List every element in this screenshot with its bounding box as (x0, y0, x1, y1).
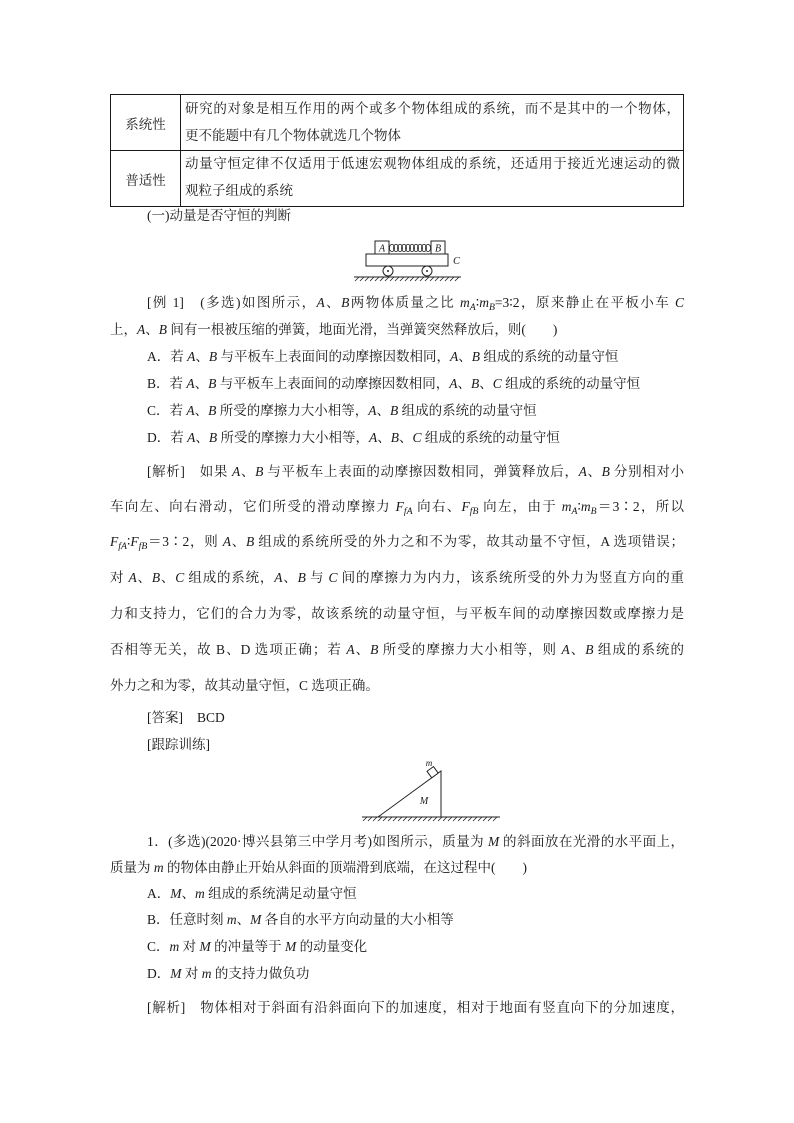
variable: M (170, 966, 182, 981)
variable: A (346, 642, 355, 657)
text-run: 、 (236, 912, 251, 927)
variable: M (199, 939, 211, 954)
text-run: ∶ (126, 534, 131, 549)
text-run: 对 (110, 570, 129, 585)
table-cell-line: 更不能题中有几个物体就选几个物体 (185, 128, 401, 143)
text-run: 间的摩擦力为内力，该系统所受的外力为竖直方向的重 (337, 570, 685, 585)
variable-subscript: B (488, 301, 495, 313)
text-run: D． (147, 966, 171, 981)
cart-spring-figure (350, 234, 466, 286)
variable: B (208, 430, 218, 445)
variable: C (674, 295, 684, 310)
text-run: 、 (160, 570, 176, 585)
variable: m (460, 295, 470, 310)
text-run: 组成的系统的动量守恒 (480, 349, 619, 364)
text-run: 对 (179, 939, 200, 954)
variable: A (369, 430, 378, 445)
text-run: 分别相对小 (609, 464, 685, 479)
variable: B (601, 464, 610, 479)
analysis-line (110, 496, 684, 518)
question-stem-line (147, 831, 684, 853)
variable: A (274, 570, 283, 585)
text-run: 与平板车上表面间的动摩擦因数相同， (217, 349, 450, 364)
variable: A (186, 403, 195, 418)
spring (389, 244, 431, 251)
text-run: C． (147, 939, 170, 954)
incline-figure (358, 758, 504, 824)
variable-subscript: fA (403, 505, 413, 517)
block-mass-label: m (425, 758, 433, 768)
question-stem-line (110, 857, 684, 879)
text-run: 所受的摩擦力大小相等，则 (378, 642, 562, 657)
analysis-line (147, 461, 684, 483)
text-run: 的冲量等于 (210, 939, 286, 954)
text-run: 组成的系统， (184, 570, 275, 585)
text-run: 、 (324, 295, 342, 310)
text-run: 的物体由静止开始从斜面的顶端滑到底端，在这过程中( ) (163, 860, 527, 875)
question-option-b (147, 909, 684, 931)
question-option-a (147, 883, 684, 905)
wheel-left-axle (387, 270, 389, 272)
variable: M (250, 912, 262, 927)
variable-subscript: fA (118, 540, 127, 552)
text-run: 否相等无关，故 B、D 选项正确；若 (110, 642, 347, 657)
example-option-c (147, 400, 684, 422)
answer-value: BCD (197, 710, 225, 725)
text-run: =3∶2，原来静止在平板小车 (494, 295, 675, 310)
variable: m (169, 939, 180, 954)
text-run: 、 (586, 464, 602, 479)
variable: B (245, 534, 255, 549)
practice-heading: [跟踪训练] (147, 737, 210, 752)
variable: m (226, 912, 237, 927)
text-run: ∶ (475, 295, 480, 310)
variable: A (450, 349, 459, 364)
properties-table (110, 94, 684, 207)
text-run: 、 (195, 430, 209, 445)
text-run: ∶ (577, 499, 581, 514)
variable: M (487, 834, 500, 849)
analysis-line: [解析] 物体相对于斜面有沿斜面向下的加速度，相对于地面有竖直向下的分加速度， (147, 1000, 684, 1015)
table-column-divider (180, 95, 181, 206)
variable: F (110, 534, 119, 549)
variable: B (158, 322, 167, 337)
question-option-d (147, 963, 684, 985)
text-run: 质量为 (110, 860, 154, 875)
text-run: 所受的摩擦力大小相等， (216, 403, 369, 418)
variable: A (222, 534, 231, 549)
text-run: 组成的系统所受的外力之和不为零，故其动量不守恒，A 选项错误； (254, 534, 685, 549)
variable-subscript: B (590, 505, 597, 517)
variable: B (585, 642, 594, 657)
variable: B (297, 570, 306, 585)
variable: A (137, 322, 146, 337)
variable: A (561, 642, 570, 657)
text-run: 、 (354, 642, 371, 657)
variable: A (128, 570, 137, 585)
text-run: 组成的系统的动量守恒 (501, 376, 641, 391)
text-run: 、 (457, 376, 472, 391)
text-run: 、 (458, 349, 472, 364)
analysis-line: 力和支持力，它们的合力为零，故该系统的动量守恒，与平板车间的动摩擦因数或摩擦力是 (110, 606, 684, 621)
table-cell-line: 动量守恒定律不仅适用于低速宏观物体组成的系统，还适用于接近光速运动的微 (185, 156, 680, 171)
variable: B (370, 642, 379, 657)
variable: C (328, 570, 338, 585)
wheel-right-axle (426, 270, 428, 272)
section-heading: (一)动量是否守恒的判断 (147, 208, 291, 223)
variable: m (201, 966, 212, 981)
text-run: 、 (145, 322, 159, 337)
variable: B (341, 295, 350, 310)
text-run: 间有一根被压缩的弹簧，地面光滑，当弹簧突然释放后，则( ) (167, 322, 558, 337)
variable: F (395, 499, 404, 514)
cart-label: C (453, 256, 461, 267)
text-run: C．若 (147, 403, 187, 418)
cart-platform (366, 254, 448, 266)
variable: A (232, 464, 241, 479)
variable: B (255, 464, 264, 479)
analysis-line (110, 567, 684, 589)
variable: B (208, 349, 218, 364)
text-run: 、 (240, 464, 256, 479)
text-run: B．若 (147, 376, 187, 391)
text-run: 各自的水平方向动量的大小相等 (261, 912, 454, 927)
text-run: ＝3∶2，所以 (596, 499, 685, 514)
variable: A (187, 349, 196, 364)
ground-hatch (355, 277, 459, 281)
variable: C (492, 376, 502, 391)
variable: M (170, 886, 182, 901)
text-run: 、 (194, 376, 209, 391)
variable: A (368, 403, 377, 418)
variable: M (285, 939, 297, 954)
example-option-a (147, 346, 684, 368)
example-option-d (147, 427, 684, 449)
text-run: 的动量变化 (296, 939, 368, 954)
text-run: 与 (305, 570, 329, 585)
text-run: 、 (181, 886, 195, 901)
text-run: 、 (376, 403, 391, 418)
answer-line (147, 707, 447, 729)
text-run: 所受的摩擦力大小相等， (217, 430, 369, 445)
ground-hatch (363, 817, 497, 821)
analysis-line: 外力之和为零，故其动量守恒，C 选项正确。 (110, 678, 379, 693)
example-stem-line (147, 292, 684, 314)
variable: F (461, 499, 470, 514)
text-run: 、 (569, 642, 586, 657)
variable: C (175, 570, 185, 585)
variable: B (471, 349, 480, 364)
text-run: D．若 (147, 430, 188, 445)
variable: m (580, 499, 591, 514)
variable-subscript: fB (469, 505, 479, 517)
variable: m (479, 295, 489, 310)
variable: C (412, 430, 422, 445)
variable: A (187, 430, 196, 445)
text-run: A．若 (147, 349, 188, 364)
text-run: 、 (399, 430, 413, 445)
variable-subscript: A (571, 505, 578, 517)
text-run: B．任意时刻 (147, 912, 227, 927)
variable: A (449, 376, 458, 391)
variable: m (561, 499, 572, 514)
variable: B (208, 376, 217, 391)
block-b-label: B (434, 243, 442, 255)
text-run: 车向左、向右滑动，它们所受的滑动摩擦力 (110, 499, 396, 514)
row-label-systematic: 系统性 (125, 116, 166, 132)
variable: B (151, 570, 161, 585)
analysis-line (110, 531, 684, 553)
variable: A (316, 295, 325, 310)
variable-subscript: fB (138, 540, 148, 552)
spring-coil (425, 244, 430, 251)
text-run: 1．(多选)(2020·博兴县第三中学月考)如图所示，质量为 (147, 834, 488, 849)
variable-subscript: A (469, 301, 476, 313)
text-run: 与平板车上表面的动摩擦因数相同，弹簧释放后， (263, 464, 579, 479)
text-run: 组成的系统的动量守恒 (398, 403, 537, 418)
text-run: 与平板车上表面间的动摩擦因数相同， (216, 376, 450, 391)
table-cell-line: 观粒子组成的系统 (185, 183, 293, 198)
text-run: 、 (194, 403, 209, 418)
example-stem-line (110, 319, 684, 341)
incline-mass-label: M (419, 796, 429, 807)
variable: m (195, 886, 205, 901)
text-run: 对 (181, 966, 202, 981)
text-run: 、 (282, 570, 298, 585)
variable: B (471, 376, 480, 391)
variable: A (186, 376, 195, 391)
text-run: 的支持力做负功 (211, 966, 310, 981)
text-run: 组成的系统满足动量守恒 (204, 886, 357, 901)
text-run: 上， (110, 322, 137, 337)
text-run: 、 (230, 534, 246, 549)
text-run: 、 (377, 430, 391, 445)
variable: F (130, 534, 139, 549)
text-run: 向左，由于 (478, 499, 562, 514)
question-option-c (147, 936, 684, 958)
variable: B (390, 403, 399, 418)
analysis-line (110, 639, 684, 661)
table-cell-line: 研究的对象是相互作用的两个或多个物体组成的系统，而不是其中的一个物体， (185, 101, 680, 116)
block-a-label: A (378, 243, 386, 255)
text-run: 、 (195, 349, 209, 364)
text-run: A． (147, 886, 171, 901)
text-run: ＝3∶2，则 (147, 534, 223, 549)
text-run: [解析] 如果 (147, 464, 233, 479)
text-run: 向右、 (412, 499, 462, 514)
row-label-universal: 普适性 (125, 172, 166, 188)
variable: m (153, 860, 164, 875)
text-run: 组成的系统的动量守恒 (421, 430, 560, 445)
text-run: 组成的系统的 (593, 642, 684, 657)
answer-tag: [答案] (147, 710, 183, 725)
text-run: 的斜面放在光滑的水平面上， (499, 834, 685, 849)
example-option-b (147, 373, 684, 395)
variable: A (578, 464, 587, 479)
variable: B (208, 403, 217, 418)
text-run: 、 (479, 376, 493, 391)
text-run: 、 (136, 570, 152, 585)
text-run: [例 1] (多选)如图所示， (147, 295, 317, 310)
text-run: 两物体质量之比 (349, 295, 461, 310)
variable: B (390, 430, 399, 445)
